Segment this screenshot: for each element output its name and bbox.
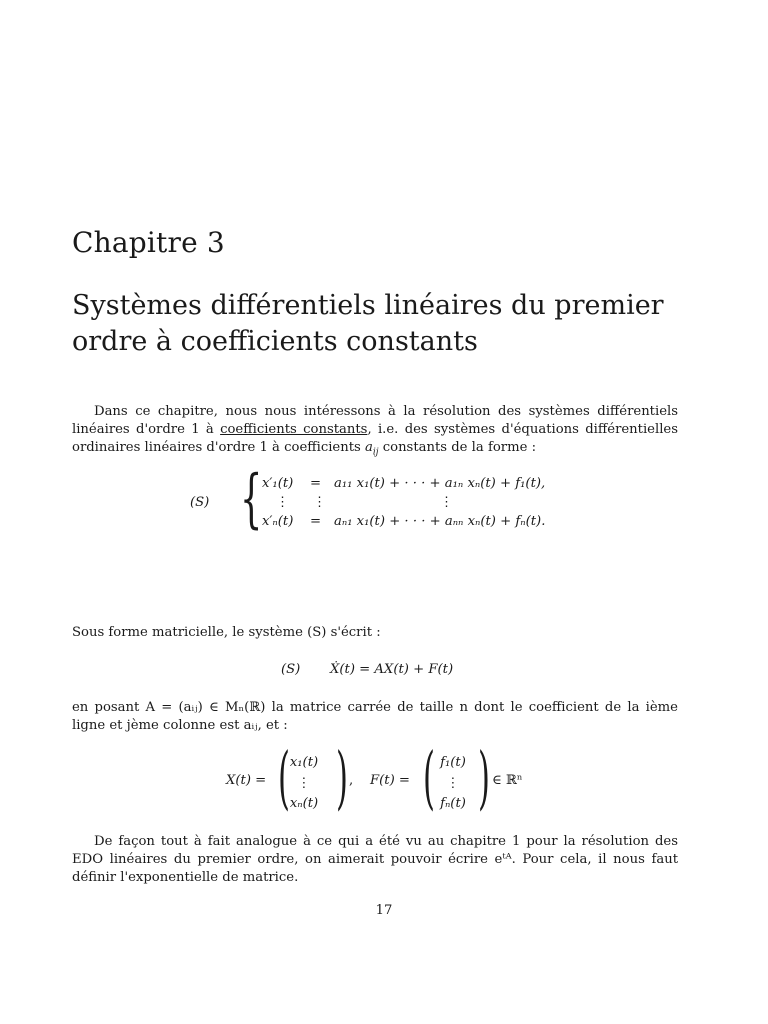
intro-text-3: constants de la forme : — [378, 440, 537, 455]
f-entry-2: ⋮ — [446, 776, 460, 791]
system-row2-lhs: ⋮ — [276, 495, 290, 510]
vector-comma: , — [349, 773, 354, 788]
f-left-paren-symbol: ( — [423, 739, 435, 818]
page-number: 17 — [375, 903, 393, 918]
system-row1-eq: = — [310, 476, 322, 491]
membership-text: ∈ ℝⁿ — [492, 773, 523, 788]
matrix-eq-label: (S) — [281, 662, 301, 677]
f-entry-3: fₙ(t) — [440, 796, 466, 811]
f-right-paren-symbol: ) — [478, 739, 490, 818]
intro-paragraph — [72, 403, 678, 462]
intro-text-1: Dans ce chapitre, nous nous intéressons à la résolution des systèmes différentiels linéaires d'ordre 1 à — [72, 404, 678, 437]
chapter-title: Systèmes différentiels linéaires du premier ordre à coefficients constants — [72, 290, 664, 357]
system-row1-rhs: a₁₁ x₁(t) + · · · + a₁ₙ xₙ(t) + f₁(t), — [334, 476, 546, 491]
system-label: (S) — [190, 495, 210, 510]
left-brace-symbol: { — [240, 462, 263, 536]
x-left-paren-symbol: ( — [278, 739, 290, 818]
system-row2-eq: ⋮ — [313, 495, 327, 510]
x-entry-3: xₙ(t) — [289, 796, 319, 811]
definition-paragraph: en posant A = (aᵢⱼ) ∈ Mₙ(ℝ) la matrice carrée de taille n dont le coefficient de la ième ligne et jème colonne est aᵢⱼ, et : — [72, 700, 678, 733]
matrix-form-intro: Sous forme matricielle, le système (S) s'écrit : — [72, 625, 381, 640]
chapter-label: Chapitre 3 — [72, 226, 225, 259]
intro-variable: a — [365, 440, 373, 455]
system-row3-rhs: aₙ₁ x₁(t) + · · · + aₙₙ xₙ(t) + fₙ(t). — [334, 514, 546, 529]
system-row3-eq: = — [310, 514, 322, 529]
x-entry-2: ⋮ — [297, 776, 311, 791]
intro-variable-subscript: ij — [372, 447, 379, 458]
x-vector-label: X(t) = — [226, 773, 267, 788]
intro-text-2: , i.e. des systèmes d'équations différentielles ordinaires linéaires d'ordre 1 à coefficients — [72, 422, 678, 455]
system-row1-lhs: x′₁(t) — [262, 476, 294, 491]
intro-underlined-term: coefficients constants — [220, 422, 368, 437]
matrix-equation: Ẋ(t) = AX(t) + F(t) — [330, 662, 454, 677]
system-row2-rhs: ⋮ — [440, 495, 454, 510]
x-right-paren-symbol: ) — [336, 739, 348, 818]
f-entry-1: f₁(t) — [440, 755, 466, 770]
f-vector-label: F(t) = — [370, 773, 410, 788]
closing-paragraph: De façon tout à fait analogue à ce qui a été vu au chapitre 1 pour la résolution des EDO linéaires du premier ordre, on aimerait pouvoir écrire eᵗᴬ. Pour cela, il nous faut définir l'exponentielle de matrice. — [72, 834, 678, 885]
x-entry-1: x₁(t) — [289, 755, 319, 770]
system-row3-lhs: x′ₙ(t) — [262, 514, 294, 529]
